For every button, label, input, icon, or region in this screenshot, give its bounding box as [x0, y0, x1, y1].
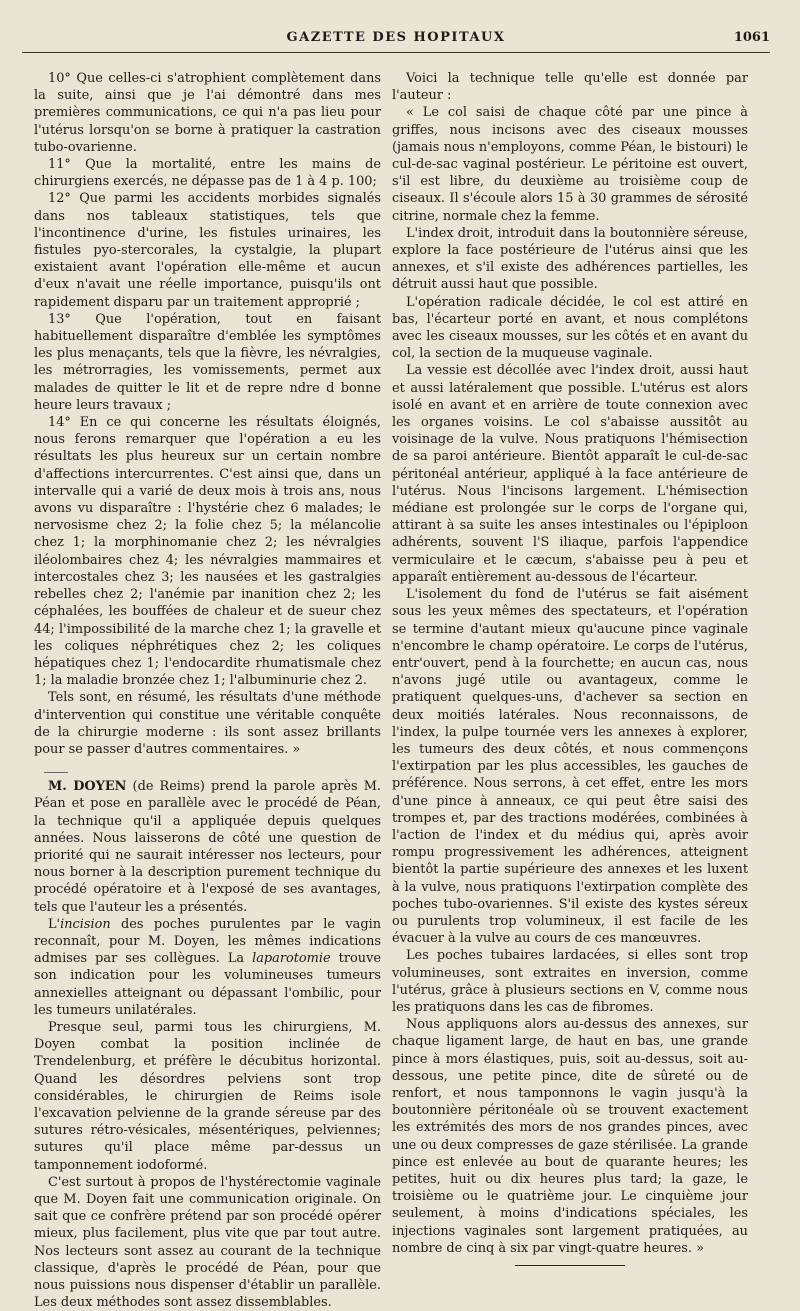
incision-term: incision	[60, 916, 111, 932]
journal-title: GAZETTE DES HOPITAUX	[286, 30, 506, 45]
speaker-name: M. DOYEN	[48, 779, 127, 795]
right-column	[392, 70, 748, 1266]
paragraph-13: 13° Que l'opération, tout en faisant habituellement disparaître d'emblée les symptômes les plus menaçants, tels que la fièvre, les névralgies, les métrorragies, les vomissements, permet aux malades de quitter le lit et de repre ndre d bonne heure leurs travaux ;	[34, 311, 381, 413]
technique-step-isolement: L'isolement du fond de l'utérus se fait aisément sous les yeux mêmes des spectateurs, et l'opération se termine d'autant mieux qu'aucune pince vaginale n'encombre le champ opératoire. Le corps de l'utérus, entr'ouvert, pend à la fourchette; en aucun cas, nous n'avons jugé utile ou avantageux, comme le pratiquent quelques-uns, d'achever sa section en deux moitiés latérales. Nous reconnaissons, de l'index, la pulpe tournée vers les annexes à explorer, les tumeurs des deux côtés, et nous commençons l'extirpation par les plus accessibles, les gauches de préférence. Nous serrons, à cet effet, entre les mors d'une pince à anneaux, ce qui peut être saisi des trompes et, par des tractions modérées, combinées à l'action de l'index et du médius qui, après avoir rompu progressivement les adhérences, atteignent bientôt la partie supérieure des annexes et les luxent à la vulve, nous pratiquons l'extirpation complète des poches tubo-ovariennes. S'il existe des kystes séreux ou purulents trop volumineux, il est facile de les évacuer à la vulve au cours de ces manœuvres.	[392, 587, 748, 947]
incision-text-a: L'	[48, 916, 61, 932]
technique-step-index: L'index droit, introduit dans la boutonnière séreuse, explore la face postérieure de l'utérus ainsi que les annexes, et s'il existe des adhérences partielles, les détruit aussi haut que possible.	[392, 225, 748, 293]
technique-step-poches: Les poches tubaires lardacées, si elles sont trop volumineuses, sont extraites en inversion, comme l'utérus, grâce à plusieurs sections en V, comme nous les pratiquons dans les cas de fibromes.	[392, 948, 748, 1015]
paragraph-14: 14° En ce qui concerne les résultats éloignés, nous ferons remarquer que l'opération a eu les résultats les plus heureux sur un certain nombre d'affections intercurrentes. C'est ainsi que, dans un intervalle qui a varié de deux mois à trois ans, nous avons vu disparaître : l'hystérie chez 6 malades; le nervosisme chez 2; la folie chez 5; la mélancolie chez 1; la morphinomanie chez 2; les névralgies iléolombaires chez 4; les névralgies mammaires et intercostales chez 3; les nausées et les gastralgies rebelles chez 2; l'anémie par inanition chez 2; les céphalées, les bouffées de chaleur et de sueur chez 44; l'impossibilité de la marche chez 1; la gravelle et les coliques néphrétiques chez 2; les coliques hépatiques chez 1; l'endocardite rhumatismale chez 1; la maladie bronzée chez 1; l'albuminurie chez 2.	[34, 415, 381, 689]
paragraph-12: 12° Que parmi les accidents morbides signalés dans nos tableaux statistiques, tels que l'incontinence d'urine, les fistules urinaires, les fistules pyo-stercorales, la cystalgie, la plupart existaient avant l'opération elle-même et aucun d'eux n'avait une réelle importance, puisqu'ils ont rapidement disparu par un traitement approprié ;	[34, 191, 381, 310]
technique-step-col: « Le col saisi de chaque côté par une pince à griffes, nous incisons avec des ciseaux mousses (jamais nous n'employons, comme Péan, le bistouri) le cul-de-sac vaginal postérieur. Le péritoine est ouvert, s'il est libre, du deuxième au troisième coup de ciseaux. Il s'écoule alors 15 à 30 grammes de sérosité citrine, normale chez la femme.	[392, 105, 748, 224]
technique-step-pinces: Nous appliquons alors au-dessus des annexes, sur chaque ligament large, de haut en bas, une grande pince à mors élastiques, puis, soit au-dessus, soit au-dessous, une petite pince, dite de sûreté ou de renfort, et nous tamponnons le vagin jusqu'à la boutonnière péritonéale où se trouvent exactement les extrémités des mors de nos grandes pinces, avec une ou deux compresses de gaze stérilisée. La grande pince est enlevée au bout de quarante heures; les petites, huit ou dix heures plus tard; la gaze, le troisième ou le quatrième jour. Le cinquième jour seulement, à moins d'indications spéciales, les injections vaginales sont largement pratiquées, au nombre de cinq à six par vingt-quatre heures. »	[392, 1017, 748, 1256]
page-number: 1061	[733, 30, 770, 45]
end-rule	[515, 1265, 625, 1266]
section-divider	[34, 768, 381, 778]
summary-paragraph: Tels sont, en résumé, les résultats d'une méthode d'intervention qui constitue une véritable conquête de la chirurgie moderne : ils sont assez brillants pour se passer d'autres commentaires. »	[34, 690, 381, 757]
incision-text-c: trouve son indication pour les volumineuses tumeurs annexielles atteignant ou dépassant l'ombilic, pour les tumeurs unilatérales.	[34, 951, 381, 1018]
technique-step-vessie: La vessie est décollée avec l'index droit, aussi haut et aussi latéralement que possible. L'utérus est alors isolé en avant et en arrière de toute connexion avec les organes voisins. Le col s'abaisse aussitôt au voisinage de la vulve. Nous pratiquons l'hémisection de sa paroi antérieure. Bientôt apparaît le cul-de-sac péritonéal antérieur, appliqué à la face antérieure de l'utérus. Nous l'incisons largement. L'hémisection médiane est prolongée sur le corps de l'organe qui, attirant à sa suite les anses intestinales ou l'épiploon adhérents, souvent l'S iliaque, parfois l'appendice vermiculaire et le cæcum, s'abaisse peu à peu et apparaît entièrement au-dessous de l'écarteur.	[392, 363, 748, 585]
position-paragraph: Presque seul, parmi tous les chirurgiens, M. Doyen combat la position inclinée de Trendelenburg, et préfère le décubitus horizontal. Quand les désordres pelviens sont trop considérables, le chirurgien de Reims isole l'excavation pelvienne de la grande séreuse par des sutures rétro-vésicales, mésentériques, pelviennes; sutures qu'il place même par-dessus un tamponnement iodoformé.	[34, 1019, 381, 1173]
left-column	[34, 70, 381, 1311]
technique-step-radical: L'opération radicale décidée, le col est attiré en bas, l'écarteur porté en avant, et nous complétons avec les ciseaux mousses, sur les côtés et en avant du col, la section de la muqueuse vaginale.	[392, 294, 748, 362]
incision-text-b: des poches purulentes par le vagin reconnaît, pour M. Doyen, les mêmes indications admises par ses collègues. La	[34, 916, 381, 967]
doyen-paragraph	[34, 778, 381, 916]
paragraph-11: 11° Que la mortalité, entre les mains de chirurgiens exercés, ne dépasse pas de 1 à 4 p. 100;	[34, 157, 381, 190]
incision-paragraph	[34, 916, 381, 1019]
hysterectomy-paragraph: C'est surtout à propos de l'hystérectomie vaginale que M. Doyen fait une communication originale. On sait que ce confrère prétend par son procédé opérer mieux, plus facilement, plus vite que par tout autre. Nos lecteurs sont assez au courant de la technique classique, d'après le procédé de Péan, pour que nous puissions nous dispenser d'établir un parallèle. Les deux méthodes sont assez dissemblables.	[34, 1174, 381, 1311]
laparotomie-term: laparotomie	[252, 951, 331, 967]
technique-intro: Voici la technique telle qu'elle est donnée par l'auteur :	[392, 71, 748, 104]
divider-mark	[44, 772, 68, 773]
doyen-text: (de Reims) prend la parole après M. Péan et pose en parallèle avec le procédé de Péan, la technique qu'il a appliquée depuis quelques années. Nous laisserons de côté une question de priorité qui ne saurait intéresser nos lecteurs, pour nous borner à la description purement technique du procédé opératoire et à l'exposé de ses avantages, tels que l'auteur les a présentés.	[34, 779, 382, 915]
paragraph-10: 10° Que celles-ci s'atrophient complètement dans la suite, ainsi que je l'ai démontré dans mes premières communications, ce qui n'a pas lieu pour l'utérus lorsqu'on se borne à pratiquer la castration tubo-ovarienne.	[34, 71, 381, 155]
page-header	[22, 28, 770, 53]
